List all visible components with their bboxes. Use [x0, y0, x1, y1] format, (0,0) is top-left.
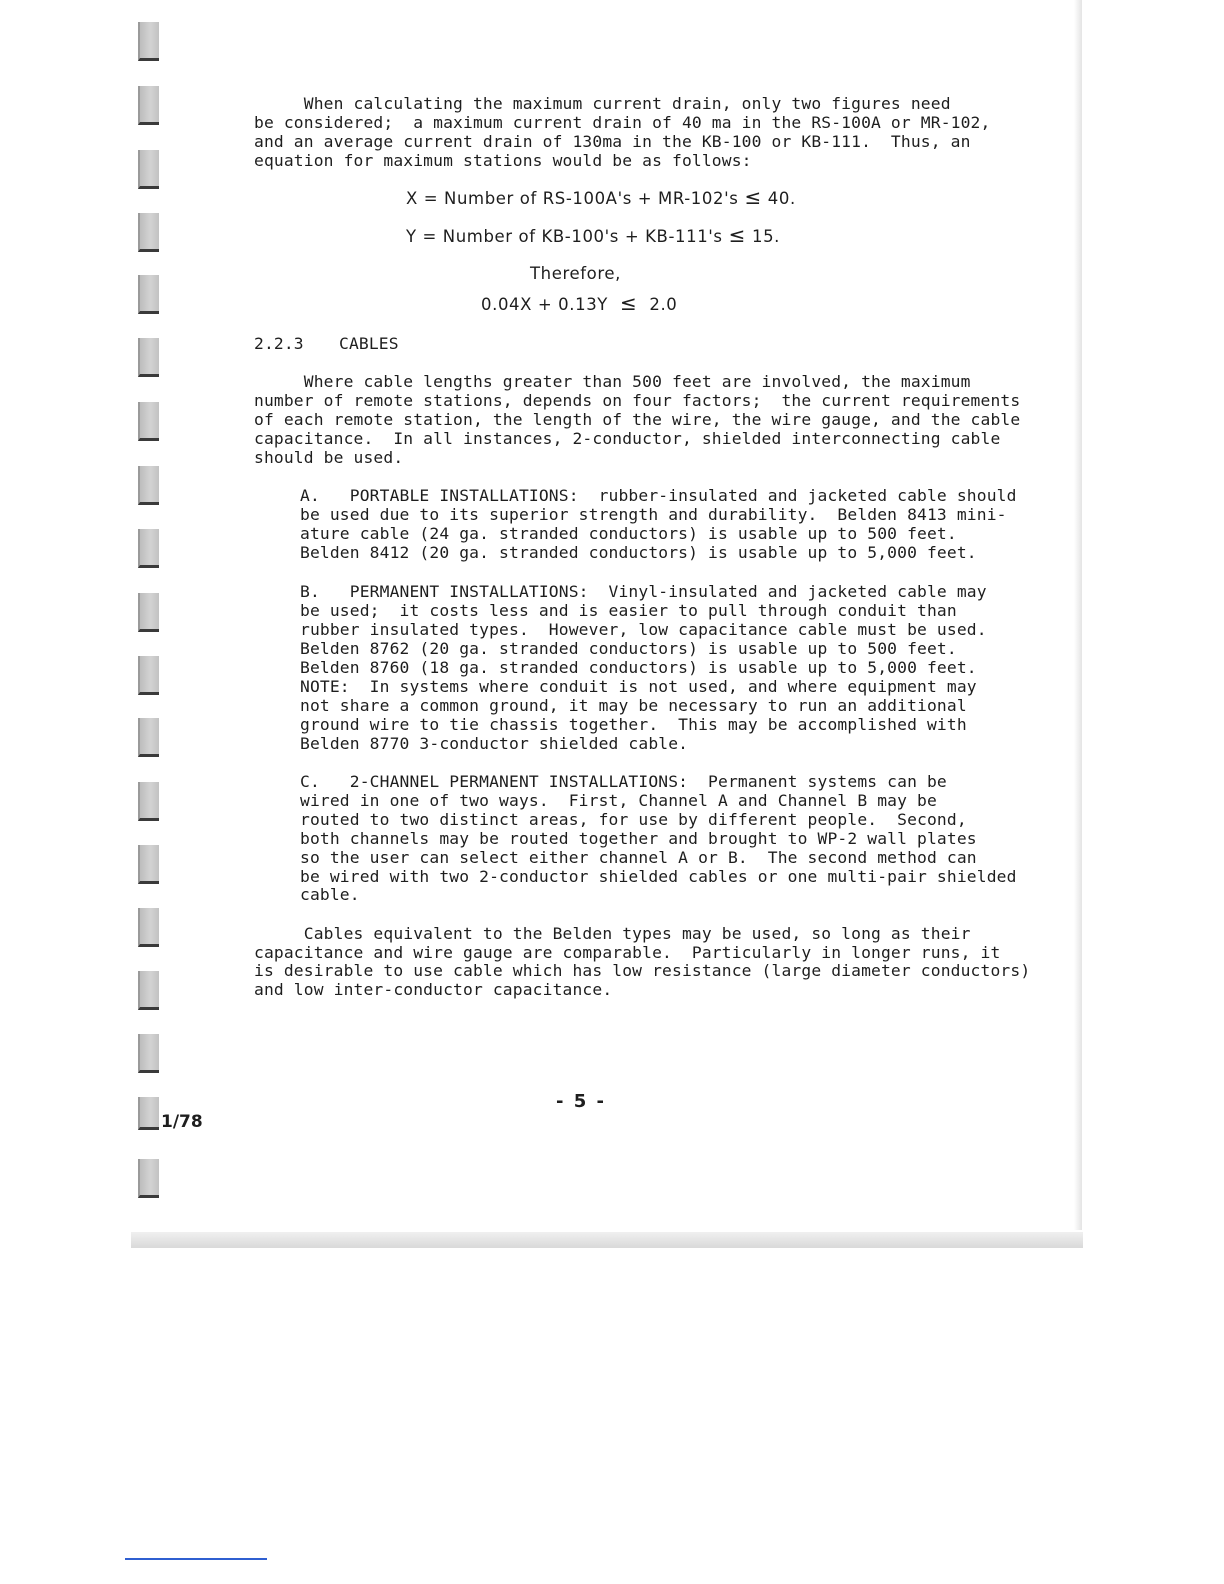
text-line: capacitance and wire gauge are comparable. Particularly in longer runs, it	[254, 943, 1001, 962]
text-line: number of remote stations, depends on four factors; the current requirements	[254, 391, 1021, 410]
text-line: routed to two distinct areas, for use by different people. Second,	[300, 810, 967, 829]
equation-final-lhs: 0.04X + 0.13Y	[481, 295, 608, 314]
text-line: equation for maximum stations would be as follows:	[254, 151, 752, 170]
binder-hole	[138, 656, 159, 695]
text-line: cable.	[300, 885, 360, 904]
binder-hole	[138, 782, 159, 821]
equation-y	[406, 223, 781, 247]
page-number: - 5 -	[556, 1091, 606, 1112]
less-equal-symbol: ≤	[728, 223, 746, 247]
less-equal-symbol: ≤	[744, 185, 762, 209]
text-line: be used due to its superior strength and durability. Belden 8413 mini-	[300, 505, 1007, 524]
binder-hole	[138, 718, 159, 757]
bottom-rule	[125, 1558, 267, 1560]
binder-hole	[138, 1034, 159, 1073]
binder-hole	[138, 338, 159, 377]
text-line: Belden 8770 3-conductor shielded cable.	[300, 734, 689, 753]
text-line: so the user can select either channel A or B. The second method can	[300, 848, 977, 867]
equation-x-lhs: X = Number of RS-100A's + MR-102's	[406, 189, 739, 208]
text-line: Belden 8762 (20 ga. stranded conductors) is usable up to 500 feet.	[300, 639, 957, 658]
therefore-label: Therefore,	[530, 264, 621, 283]
text-line: not share a common ground, it may be necessary to run an additional	[300, 696, 967, 715]
equation-final-rhs: 2.0	[649, 295, 678, 314]
text-line: is desirable to use cable which has low resistance (large diameter conductors)	[254, 961, 1031, 980]
section-number: 2.2.3	[254, 334, 304, 353]
binder-hole	[138, 402, 159, 441]
binder-hole	[138, 845, 159, 884]
equation-x-rhs: 40.	[767, 189, 796, 208]
section-title: CABLES	[339, 334, 399, 353]
binder-holes	[138, 0, 160, 1250]
text-line: NOTE: In systems where conduit is not used, and where equipment may	[300, 677, 977, 696]
text-line: Cables equivalent to the Belden types may be used, so long as their	[254, 924, 971, 943]
less-equal-symbol: ≤	[619, 291, 638, 315]
binder-hole	[138, 22, 159, 61]
text-line: A. PORTABLE INSTALLATIONS: rubber-insulated and jacketed cable should	[300, 486, 1017, 505]
text-line: and low inter-conductor capacitance.	[254, 980, 613, 999]
binder-hole	[138, 1159, 159, 1198]
sheet-bottom-edge	[131, 1232, 1083, 1248]
text-line: ature cable (24 ga. stranded conductors) is usable up to 500 feet.	[300, 524, 957, 543]
equation-final	[481, 291, 678, 315]
text-line: When calculating the maximum current drain, only two figures need	[254, 94, 951, 113]
text-line: should be used.	[254, 448, 404, 467]
revision-date: 1/78	[161, 1112, 203, 1132]
equation-y-rhs: 15.	[751, 227, 781, 246]
text-line: both channels may be routed together and brought to WP-2 wall plates	[300, 829, 977, 848]
text-line: rubber insulated types. However, low capacitance cable must be used.	[300, 620, 987, 639]
equation-y-lhs: Y = Number of KB-100's + KB-111's	[406, 227, 723, 246]
text-line: Belden 8760 (18 ga. stranded conductors) is usable up to 5,000 feet.	[300, 658, 977, 677]
text-line: be considered; a maximum current drain of 40 ma in the RS-100A or MR-102,	[254, 113, 991, 132]
text-line: Where cable lengths greater than 500 feet are involved, the maximum	[254, 372, 971, 391]
binder-hole	[138, 150, 159, 189]
text-line: Belden 8412 (20 ga. stranded conductors) is usable up to 5,000 feet.	[300, 543, 977, 562]
text-line: B. PERMANENT INSTALLATIONS: Vinyl-insulated and jacketed cable may	[300, 582, 987, 601]
binder-hole	[138, 908, 159, 947]
sheet-edge-shadow	[1074, 0, 1082, 1230]
text-line: wired in one of two ways. First, Channel A and Channel B may be	[300, 791, 937, 810]
text-line: and an average current drain of 130ma in the KB-100 or KB-111. Thus, an	[254, 132, 971, 151]
binder-hole	[138, 971, 159, 1010]
binder-hole	[138, 213, 159, 252]
text-line: ground wire to tie chassis together. This may be accomplished with	[300, 715, 967, 734]
text-line: capacitance. In all instances, 2-conductor, shielded interconnecting cable	[254, 429, 1001, 448]
text-line: be used; it costs less and is easier to pull through conduit than	[300, 601, 957, 620]
binder-hole	[138, 1097, 159, 1130]
binder-hole	[138, 529, 159, 568]
equation-x	[406, 185, 796, 209]
binder-hole	[138, 593, 159, 632]
binder-hole	[138, 466, 159, 505]
text-line: be wired with two 2-conductor shielded cables or one multi-pair shielded	[300, 867, 1017, 886]
binder-hole	[138, 86, 159, 125]
text-line: C. 2-CHANNEL PERMANENT INSTALLATIONS: Permanent systems can be	[300, 772, 947, 791]
text-line: of each remote station, the length of the wire, the wire gauge, and the cable	[254, 410, 1021, 429]
binder-hole	[138, 275, 159, 314]
